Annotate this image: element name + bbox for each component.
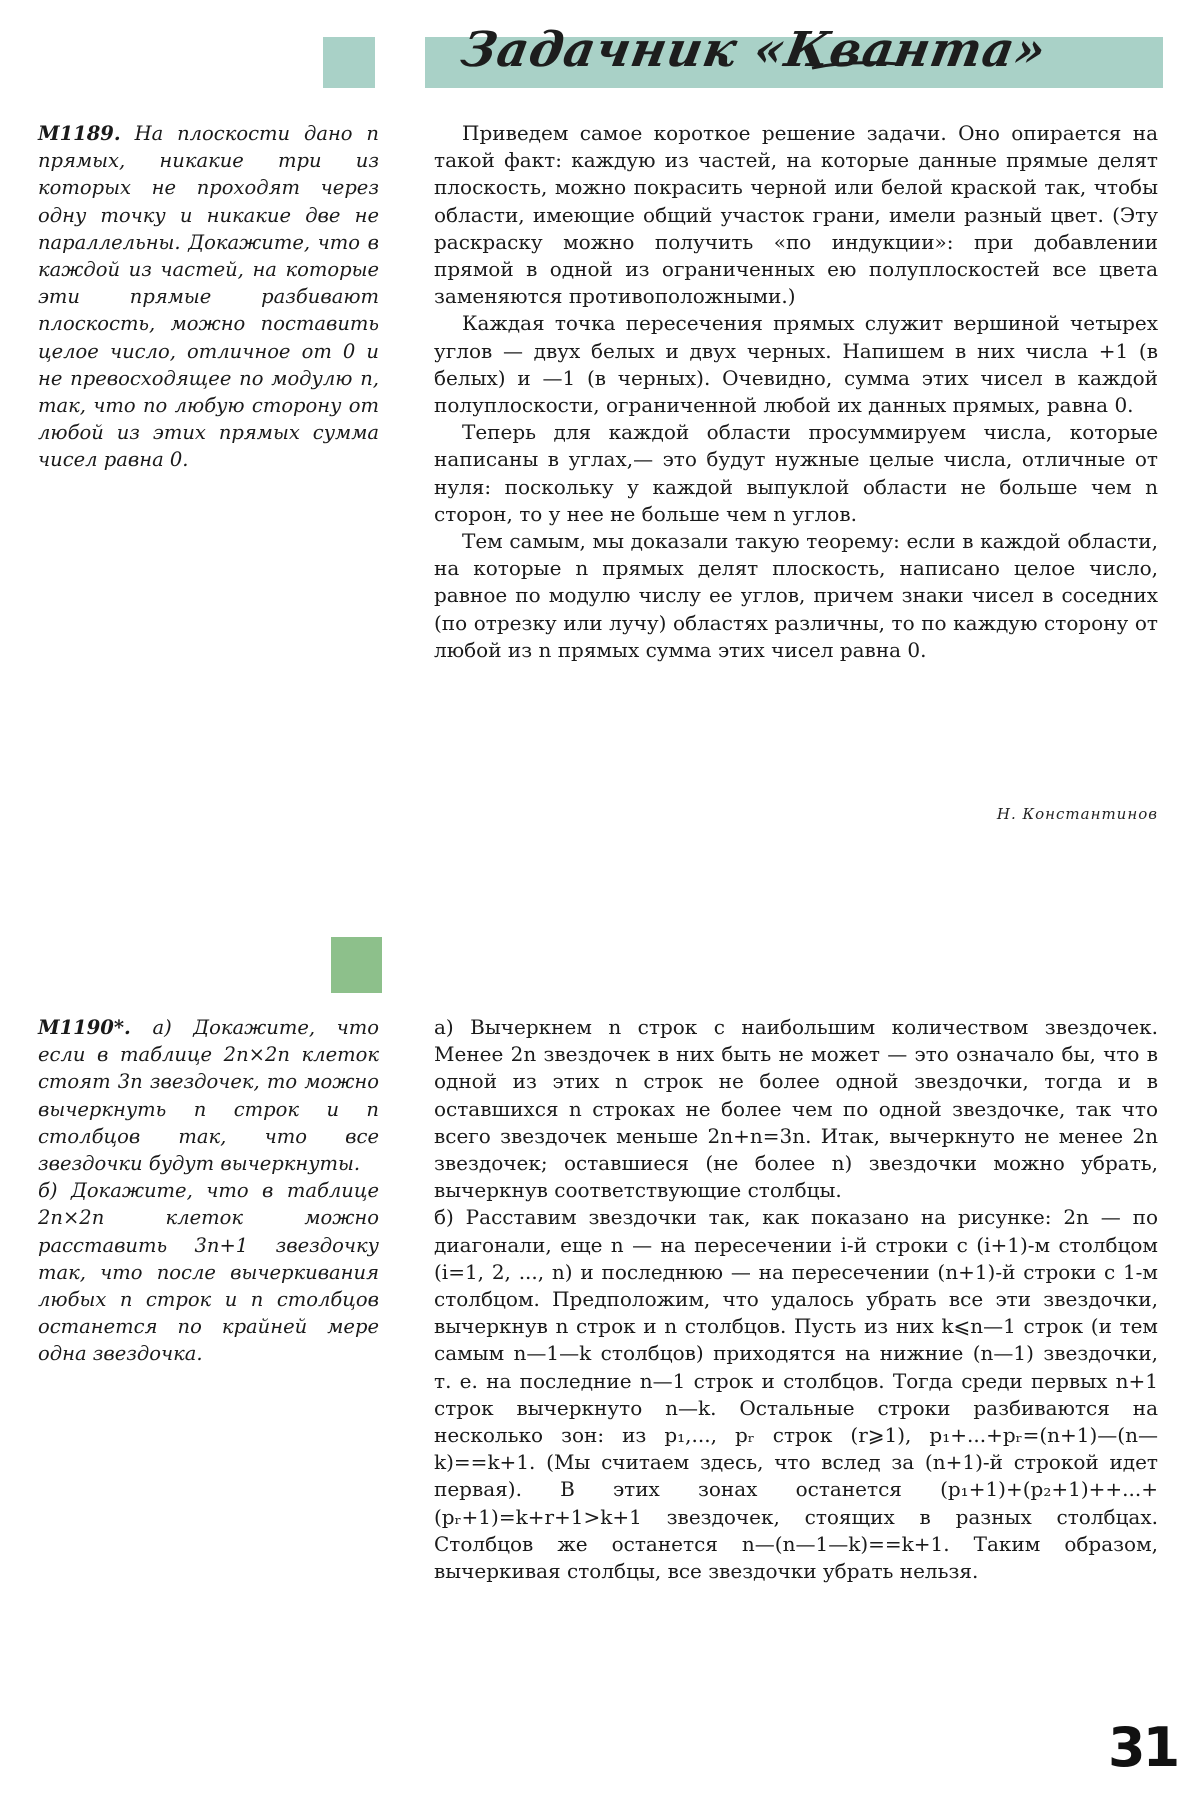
- header-color-block: [323, 37, 375, 88]
- solution-paragraph: а) Вычеркнем n строк с наибольшим количеством звездочек. Менее 2n звездочек в них быть не может — это означало бы, что в одной из этих n строк не более одной звездочки, тогда и в оставшихся n строках не более чем по одной звездочке, так что всего звездочек меньше 2n+n=3n. Итак, вычеркнуто не менее 2n звездочек; оставшиеся (не более n) звездочки можно убрать, вычеркнув соответствующие столбцы.: [434, 1015, 1158, 1203]
- solution-paragraph: б) Расставим звездочки так, как показано на рисунке: 2n — по диагонали, еще n — на пересечении i-й строки с (i+1)-м столбцом (i=1, 2, ..., n) и последнюю — на пересечении (n+1)-й строки с 1-м столбцом. Предположим, что удалось убрать все эти звездочки, вычеркнув n строк и n столбцов. Пусть из них k⩽n—1 строк (и тем самым n—1—k столбцов) приходятся на нижние (n—1) звездочки, т. е. на последние n—1 строк и столбцов. Тогда среди первых n+1 строк вычеркнуто n—k. Остальные строки разбиваются на несколько зон: из p₁,..., pᵣ строк (r⩾1), p₁+...+pᵣ=(n+1)—(n—k)==k+1. (Мы считаем здесь, что вслед за (n+1)-й строкой идет первая). В этих зонах останется (p₁+1)+(p₂+1)++...+(pᵣ+1)=k+r+1>k+1 звездочек, стоящих в разных столбцах. Столбцов же останется n—(n—1—k)==k+1. Таким образом, вычеркивая столбцы, все звездочки убрать нельзя.: [434, 1205, 1158, 1584]
- problem-text-b: б) Докажите, что в таблице 2n×2n клеток можно расставить 3n+1 звездочку так, что после вычеркивания любых n строк и n столбцов останется по крайней мере одна звездочка.: [38, 1179, 379, 1366]
- section-color-marker: [331, 937, 382, 993]
- solution-paragraph: Каждая точка пересечения прямых служит вершиной четырех углов — двух белых и двух черных. Напишем в них числа +1 (в белых) и —1 (в черных). Очевидно, сумма этих чисел в каждой полуплоскости, ограниченной любой их данных прямых, равна 0.: [434, 311, 1158, 418]
- problem-text: На плоскости дано n прямых, никакие три из которых не проходят через одну точку и никакие две не параллельны. Докажите, что в каждой из частей, на которые эти прямые разбивают плоскость, можно поставить целое число, отличное от 0 и не превосходящее по модулю n, так, что по любую сторону от любой из этих прямых сумма чисел равна 0.: [38, 122, 379, 472]
- problem-statement-m1189: [38, 120, 379, 474]
- author-signature: Н. Константинов: [996, 805, 1158, 823]
- title-swash-decoration: [810, 58, 900, 72]
- solution-paragraph: Теперь для каждой области просуммируем числа, которые написаны в углах,— это будут нужные целые числа, отличные от нуля: поскольку у каждой выпуклой области не больше чем n сторон, то у нее не больше чем n углов.: [434, 420, 1158, 526]
- solution-m1190: [434, 1014, 1158, 1585]
- solution-paragraph: Приведем самое короткое решение задачи. Оно опирается на такой факт: каждую из частей, на которые данные прямые делят плоскость, можно покрасить черной или белой краской так, чтобы области, имеющие общий участок грани, имели разный цвет. (Эту раскраску можно получить «по индукции»: при добавлении прямой в одной из ограниченных ею полуплоскостей все цвета заменяются противоположными.): [434, 121, 1158, 309]
- problem-number: M1190*.: [38, 1016, 131, 1039]
- problem-number: M1189.: [38, 122, 121, 145]
- page-number: 31: [1108, 1716, 1178, 1779]
- solution-m1189: [434, 120, 1158, 664]
- solution-paragraph: Тем самым, мы доказали такую теорему: если в каждой области, на которые n прямых делят плоскость, написано целое число, равное по модулю числу ее углов, причем знаки чисел в соседних (по отрезку или лучу) областях различны, то по каждую сторону от любой из n прямых сумма этих чисел равна 0.: [434, 529, 1158, 662]
- problem-statement-m1190: [38, 1014, 379, 1368]
- section-title: Задачник «Кванта»: [457, 22, 1051, 78]
- problem-text-a: а) Докажите, что если в таблице 2n×2n клеток стоят 3n звездочек, то можно вычеркнуть n строк и n столбцов так, что все звездочки будут вычеркнуты.: [38, 1016, 379, 1176]
